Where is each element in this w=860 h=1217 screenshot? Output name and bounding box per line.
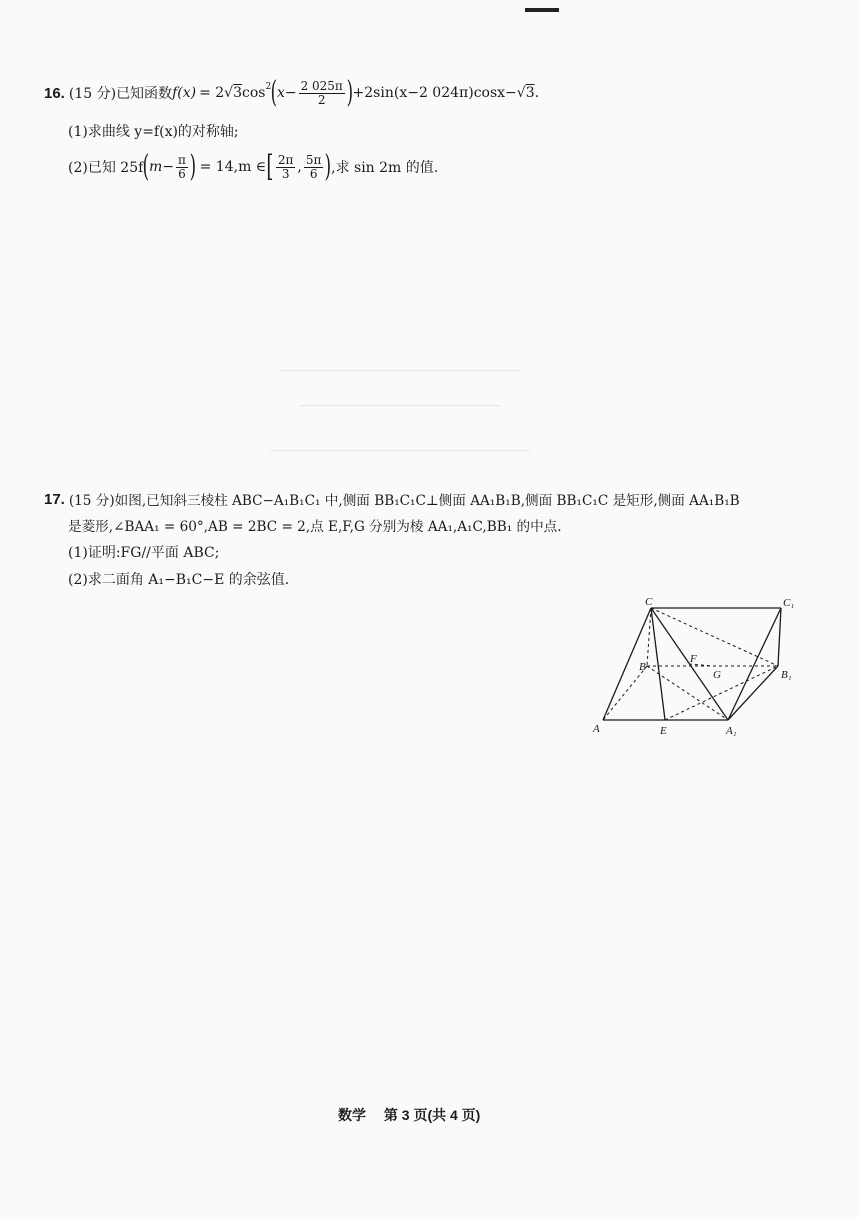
q17-number: 17.	[44, 490, 65, 508]
q16-frac3-den: 3	[281, 166, 290, 181]
q16-line1	[44, 75, 540, 110]
q16-frac3-num: 2π	[277, 152, 294, 167]
q16-fraction-pi-6	[176, 154, 188, 180]
footer-page: 第 3 页(共 4 页)	[383, 1107, 481, 1123]
q16-points: (15 分)	[68, 86, 117, 102]
q16-frac2-num: π	[178, 152, 186, 167]
page-footer	[338, 1105, 480, 1125]
q16-number: 16.	[44, 84, 65, 102]
bleed-through-line	[270, 450, 530, 451]
bleed-through-line	[300, 405, 500, 406]
label-a1: A₁	[726, 725, 737, 737]
q16-fraction-2pi-3	[276, 154, 296, 180]
q16-square: 2	[265, 82, 272, 92]
q16-interval-comma: ,	[297, 159, 302, 175]
q16-eq1: = 2	[199, 85, 225, 101]
prism-figure	[585, 592, 815, 742]
label-b: B	[639, 661, 646, 673]
q16-part2-lparen: (	[142, 149, 150, 184]
q16-frac1-num: 2 025π	[300, 78, 343, 93]
q16-tail-sqrt-sign: √	[516, 85, 526, 101]
edge-b1-a1	[728, 666, 778, 720]
q17-line1	[44, 489, 740, 509]
q16-frac1-den: 2	[317, 92, 326, 107]
q16-cos: cos	[242, 85, 266, 101]
label-e: E	[660, 725, 667, 737]
q16-fraction-5pi-6	[304, 154, 324, 180]
label-a: A	[593, 723, 600, 735]
q16-part1: (1)求曲线 y=f(x)的对称轴;	[68, 124, 239, 140]
q17-part1: (1)证明:FG//平面 ABC;	[68, 545, 220, 561]
q16-x-minus: x−	[276, 85, 297, 101]
q17-line2: 是菱形,∠BAA₁ = 60°,AB = 2BC = 2,点 E,F,G 分别为棱 AA₁,A₁C,BB₁ 的中点.	[68, 519, 562, 535]
q16-tail-end: .	[534, 85, 540, 101]
q16-sqrt-sign: √	[224, 85, 234, 101]
label-f: F	[690, 653, 697, 665]
q16-part2-m: m−	[149, 159, 175, 175]
q16-frac4-den: 6	[309, 166, 318, 181]
q16-left-paren: (	[270, 75, 278, 110]
q17-line1-text: (15 分)如图,已知斜三棱柱 ABC−A₁B₁C₁ 中,侧面 BB₁C₁C⊥侧面 AA₁B₁B,侧面 BB₁C₁C 是矩形,侧面 AA₁B₁B	[68, 493, 740, 509]
hidden-edge-c-b1	[651, 608, 778, 666]
label-b1: B₁	[781, 669, 792, 681]
q16-part2	[68, 149, 439, 184]
q16-sqrt3: 3	[233, 85, 243, 101]
q16-fraction-2025pi	[299, 80, 345, 106]
hidden-edge-e-b1	[665, 666, 778, 720]
q16-part2-rparen: )	[189, 149, 196, 184]
q17-part2: (2)求二面角 A₁−B₁C−E 的余弦值.	[68, 572, 290, 588]
q16-interval-right-paren: )	[325, 149, 332, 184]
q16-frac4-num: 5π	[305, 152, 322, 167]
top-registration-mark	[525, 8, 559, 12]
edge-c1-b1	[778, 608, 781, 666]
q16-part2-a: (2)已知 25f	[68, 160, 144, 176]
hidden-edge-b-a	[603, 666, 647, 720]
q16-part2-b: = 14,m ∈	[199, 159, 267, 175]
q16-right-paren: )	[346, 75, 353, 110]
q16-intro: 已知函数	[116, 86, 173, 102]
q16-tail-sqrt3: 3	[525, 85, 535, 101]
q16-tail: +2sin(x−2 024π)cosx−	[352, 85, 517, 101]
q16-frac2-den: 6	[178, 166, 186, 181]
label-c: C	[645, 596, 653, 608]
q16-interval-left-bracket: [	[266, 149, 274, 184]
footer-subject: 数学	[338, 1107, 366, 1123]
label-g: G	[713, 669, 721, 681]
q16-fx: f(x)	[172, 85, 197, 101]
bleed-through-line	[280, 370, 520, 371]
q16-part2-c: ,求 sin 2m 的值.	[331, 160, 439, 176]
label-c1: C₁	[783, 597, 795, 609]
